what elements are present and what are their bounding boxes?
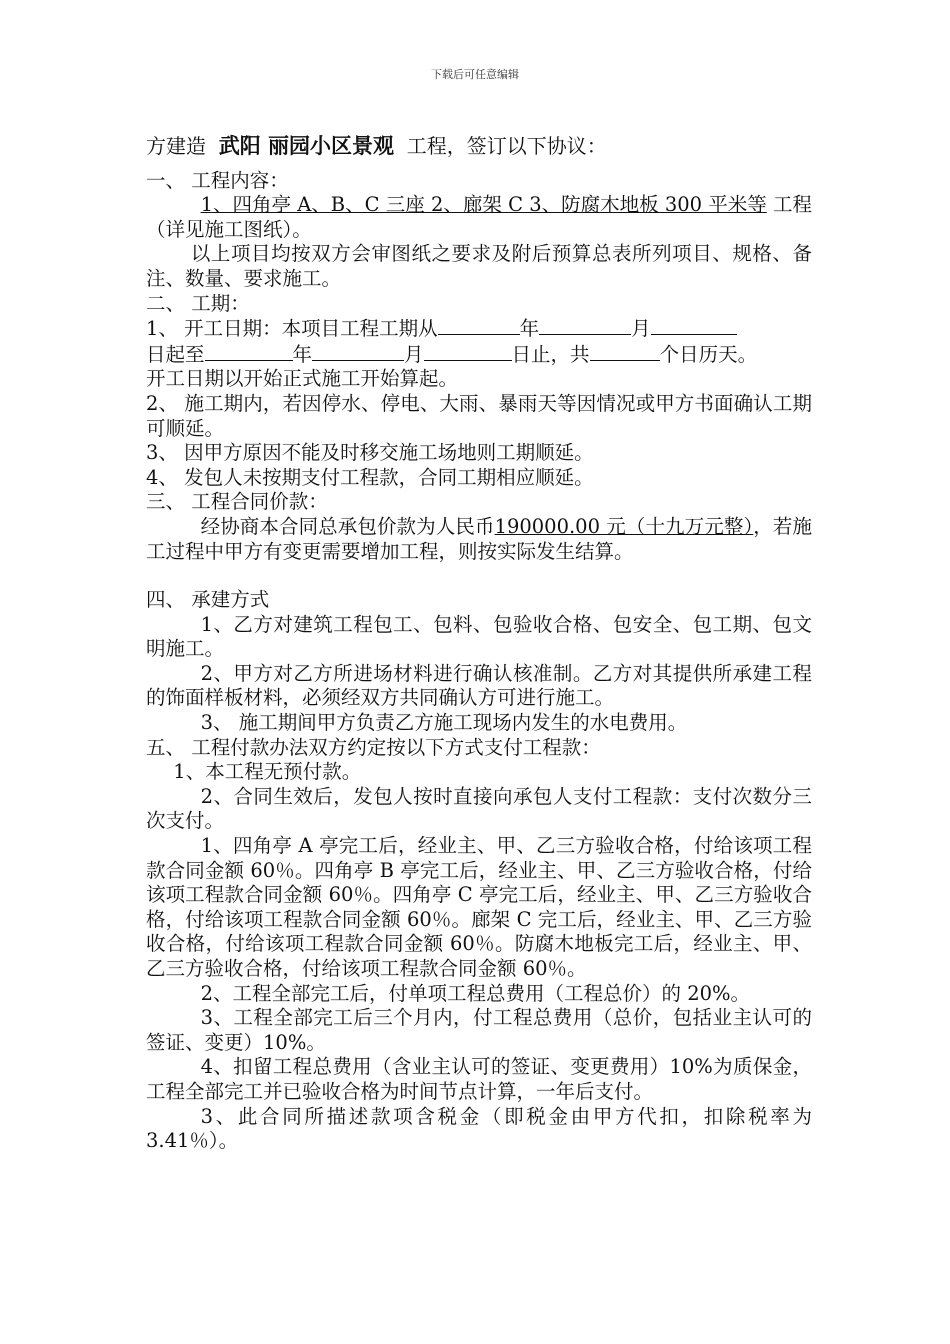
section2-heading: 二、 工期： [146, 291, 250, 315]
scope-para: 以上项目均按双方会审图纸之要求及附后预算总表所列项目、规格、备注、数量、要求施工。 [146, 242, 812, 290]
blank-end-month [312, 342, 404, 361]
intro-suffix: 工程，签订以下协议： [406, 134, 607, 158]
period-item-2: 2、 施工期内，若因停水、停电、大雨、暴雨天等因情况或甲方书面确认工期可顺延。 [146, 391, 812, 440]
contract-amount: 190000.00 元（十九万元整） [494, 514, 754, 538]
scope-items: 1、四角亭 A、B、C 三座 2、廊架 C 3、防腐木地板 300 平米等 [200, 193, 767, 217]
day-label: 日止，共 [511, 342, 590, 366]
period-item-4: 4、 发包人未按期支付工程款，合同工期相应顺延。 [146, 465, 594, 489]
method-item-3: 3、 施工期间甲方负责乙方施工现场内发生的水电费用。 [200, 711, 688, 735]
period-item-3: 3、 因甲方原因不能及时移交施工场地则工期顺延。 [146, 441, 594, 465]
page-header: 下载后可任意编辑 [431, 68, 519, 81]
method-item-2: 2、甲方对乙方所进场材料进行确认核准制。乙方对其提供所承建工程的饰面样板材料，必须经双方共同确认方可进行施工。 [146, 661, 812, 710]
start-date-line [146, 316, 812, 342]
payment-item-4: 2、工程全部完工后，付单项工程总费用（工程总价）的 20%。 [200, 981, 751, 1005]
start-rule: 开工日期以开始正式施工开始算起。 [146, 367, 459, 391]
end-date-label: 日起至 [146, 342, 205, 366]
price-post: ，若施工过程中甲方有变更需要增加工程，则按实际发生结算。 [146, 514, 812, 563]
blank-start-month [539, 316, 631, 335]
section5-heading: 五、 工程付款办法双方约定按以下方式支付工程款： [146, 735, 601, 759]
year-label: 年 [519, 317, 540, 341]
start-date-label: 1、 开工日期：本项目工程工期从 [146, 317, 438, 341]
blank-end-day [424, 342, 512, 361]
blank-start-day [651, 316, 737, 335]
section4-heading: 四、 承建方式 [146, 588, 270, 612]
project-name: 武阳 丽园小区景观 [218, 133, 395, 158]
payment-item-5: 3、工程全部完工后三个月内，付工程总费用（总价，包括业主认可的签证、变更）10%。 [146, 1006, 812, 1054]
section3-heading: 三、 工程合同价款： [146, 490, 328, 514]
contract-body [146, 134, 812, 1154]
year-label: 年 [292, 342, 313, 366]
payment-item-2: 2、合同生效后，发包人按时直接向承包人支付工程款：支付次数分三次支付。 [146, 784, 812, 833]
month-label: 月 [631, 317, 651, 341]
blank-start-year [438, 316, 520, 335]
month-label: 月 [404, 342, 424, 366]
payment-item-6: 4、扣留工程总费用（含业主认可的签证、变更费用）10%为质保金，工程全部完工并已验收合格为时间节点计算，一年后支付。 [146, 1055, 812, 1103]
intro-line [146, 134, 812, 159]
price-pre: 经协商本合同总承包价款为人民币 [200, 514, 495, 538]
scope-tail: 工程（详见施工图纸）。 [146, 193, 812, 241]
payment-item-7: 3、此合同所描述款项含税金（即税金由甲方代扣，扣除税率为 3.41％）。 [146, 1104, 812, 1153]
method-item-1: 1、乙方对建筑工程包工、包料、包验收合格、包安全、包工期、包文明施工。 [146, 612, 812, 661]
calendar-days-label: 个日历天。 [659, 342, 758, 366]
section1-heading: 一、 工程内容： [146, 168, 289, 192]
price-para [146, 515, 812, 564]
payment-item-3: 1、四角亭 A 亭完工后，经业主、甲、乙三方验收合格，付给该项工程款合同金额 60％。四角亭 B 亭完工后，经业主、甲、乙三方验收合格，付给该项工程款合同金额 60％。四角亭 C 亭完工后，经业主、甲、乙三方验收合格，付给该项工程款合同金额 60％。廊架 C 完工后，经业主、甲、乙三方验收合格，付给该项工程款合同金额 60％。防腐木地板完工后，经业主、甲、乙三方验收合格，付给该项工程款合同金额 60％。 [146, 834, 812, 980]
blank-end-year [205, 342, 293, 361]
payment-item-1: 1、本工程无预付款。 [173, 760, 362, 784]
blank-total-days [590, 342, 660, 361]
scope-line [146, 193, 812, 242]
intro-prefix: 方建造 [146, 134, 206, 158]
end-date-line [146, 342, 812, 368]
